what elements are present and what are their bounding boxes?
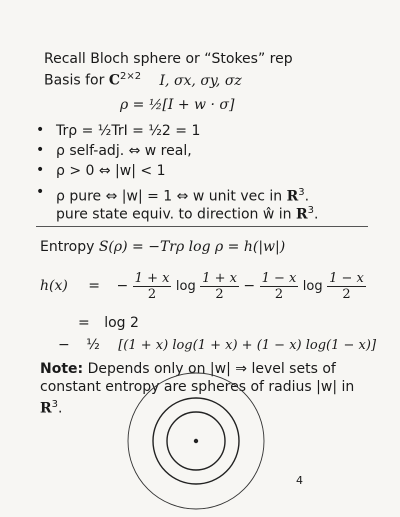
note-line-1: Note: Depends only on |w| ⇒ level sets of: [40, 361, 336, 377]
bullet-dot: •: [36, 184, 45, 200]
basis-label: Basis for: [44, 72, 109, 89]
real-symbol: R: [40, 400, 52, 417]
pure-state-line: ρ pure ⇔ |w| = 1 ⇔ w unit vec in $R^3$.: [56, 187, 310, 205]
trace-line: Trρ = ½TrI = ½2 = 1: [56, 123, 201, 139]
fraction: $\frac{1 - x}{2}$: [261, 270, 297, 302]
note-line-2: constant entropy are spheres of radius |w| in: [40, 379, 355, 395]
fraction: $\frac{1 - x}{2}$: [329, 270, 364, 302]
fraction: $\frac{1 + x}{2}$: [134, 270, 170, 302]
entropy-line: Entropy S(ρ) = −Trρ log ρ = h(|w|): [40, 239, 286, 255]
expanded-formula: [(1 + x) log(1 + x) + (1 − x) log(1 − x)]: [118, 338, 377, 353]
complex-symbol: C: [108, 72, 120, 89]
expanded-line: − ½ [(1 + x) log(1 + x) + (1 − x) log(1 − x)]: [58, 337, 377, 353]
log2-line: = log 2: [78, 315, 139, 331]
direction-line: pure state equiv. to direction ŵ in $R^3$.: [56, 205, 319, 223]
h-formula-line: h(x) = − $\frac{1 + x}{2}$ log $\frac{1 + x}{2}$ − $\frac{1 - x}{2}$ log $\frac{1 - x}{2}$: [40, 270, 364, 302]
positivity-line: ρ > 0 ⇔ |w| < 1: [56, 163, 166, 179]
entropy-formula: S(ρ) = −Trρ log ρ = h(|w|): [98, 239, 286, 255]
page-number: 4: [296, 474, 303, 487]
real-symbol: R: [286, 188, 299, 205]
dimension-superscript: 2×2: [119, 71, 142, 82]
rho-definition: ρ = ½[I + w · σ]: [120, 97, 235, 113]
fraction: $\frac{1 + x}{2}$: [202, 270, 237, 302]
intro-line: Recall Bloch sphere or “Stokes” rep: [44, 51, 293, 67]
real-symbol: R: [295, 206, 308, 223]
bullet-dot: •: [36, 162, 45, 178]
basis-list: I, σx, σy, σz: [159, 72, 242, 89]
h-lhs: h(x): [40, 278, 68, 294]
bullet-dot: •: [36, 122, 45, 138]
note-label: Note:: [40, 361, 84, 377]
self-adjoint-line: ρ self-adj. ⇔ w real,: [56, 143, 192, 159]
bullet-dot: •: [36, 142, 45, 158]
note-line-3: $R^3$.: [40, 399, 63, 417]
center-dot: [194, 439, 198, 443]
